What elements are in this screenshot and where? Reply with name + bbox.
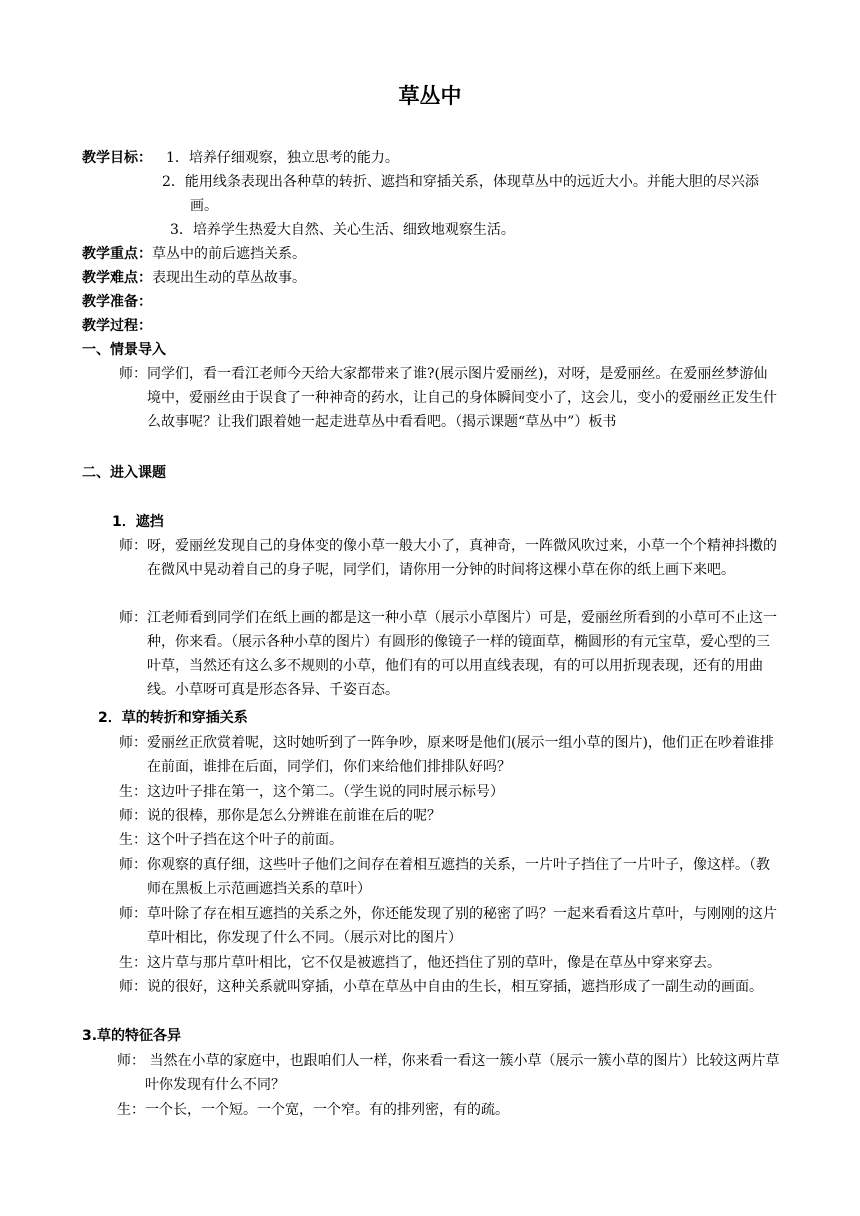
section2-heading: 二、进入课题 bbox=[82, 465, 166, 481]
section1-paragraph: 师：同学们，看一看江老师今天给大家都带来了谁?(展示图片爱丽丝)，对呀，是爱丽丝。在爱丽丝梦游仙境中，爱丽丝由于误食了一种神奇的药水，让自己的身体瞬间变小了，这会儿，变小的爱丽丝正发生什么故事呢？让我们跟着她一起走进草丛中看看吧。（揭示课题“草丛中”）板书 bbox=[119, 366, 777, 430]
objectives-label: 教学目标： bbox=[82, 150, 152, 166]
difficulty-label: 教学难点： bbox=[82, 270, 152, 286]
preparation-label: 教学准备： bbox=[82, 294, 152, 310]
turn-cross-paragraph-1: 师：爱丽丝正欣赏着呢，这时她听到了一阵争吵，原来呀是他们(展示一组小草的图片)，他们正在吵着谁排在前面，谁排在后面，同学们，你们来给他们排排队好吗？ bbox=[119, 735, 774, 775]
key-point-line bbox=[82, 242, 782, 266]
subsection-occlusion-heading: 1．遮挡 bbox=[112, 514, 164, 530]
turn-cross-paragraph-5: 师：你观察的真仔细，这些叶子他们之间存在着相互遮挡的关系，一片叶子挡住了一片叶子，像这样。（教师在黑板上示范画遮挡关系的草叶） bbox=[119, 857, 770, 897]
features-paragraph-2: 生：一个长，一个短。一个宽，一个窄。有的排列密，有的疏。 bbox=[117, 1102, 509, 1118]
occlusion-paragraph-1: 师：呀，爱丽丝发现自己的身体变的像小草一般大小了，真神奇，一阵微风吹过来，小草一个个精神抖擞的在微风中晃动着自己的身子呢，同学们，请你用一分钟的时间将这棵小草在你的纸上画下来吧。 bbox=[119, 538, 777, 578]
turn-cross-paragraph-4: 生：这个叶子挡在这个叶子的前面。 bbox=[119, 832, 343, 848]
page-title: 草丛中 bbox=[398, 84, 462, 108]
features-paragraph-1: 师： 当然在小草的家庭中，也跟咱们人一样，你来看一看这一簇小草（展示一簇小草的图片）比较这两片草叶你发现有什么不同？ bbox=[117, 1053, 780, 1093]
turn-cross-paragraph-8: 师：说的很好，这种关系就叫穿插，小草在草丛中自由的生长，相互穿插，遮挡形成了一副生动的画面。 bbox=[119, 979, 763, 995]
subsection-turn-cross-heading: 2．草的转折和穿插关系 bbox=[98, 710, 248, 726]
turn-cross-paragraph-3: 师：说的很棒，那你是怎么分辨谁在前谁在后的呢？ bbox=[119, 808, 441, 824]
occlusion-paragraph-2: 师：江老师看到同学们在纸上画的都是这一种小草（展示小草图片）可是，爱丽丝所看到的小草可不止这一种，你来看。（展示各种小草的图片）有圆形的像镜子一样的镜面草，椭圆形的有元宝草，爱心型的三叶草，当然还有这么多不规则的小草，他们有的可以用直线表现，有的可以用折现表现，还有的用曲线。小草呀可真是形态各异、千姿百态。 bbox=[119, 610, 777, 698]
process-label: 教学过程： bbox=[82, 318, 152, 334]
difficulty-text: 表现出生动的草丛故事。 bbox=[152, 270, 306, 286]
subsection-features-heading: 3.草的特征各异 bbox=[82, 1028, 182, 1044]
turn-cross-paragraph-2: 生：这边叶子排在第一，这个第二。（学生说的同时展示标号） bbox=[119, 784, 504, 800]
key-point-text: 草丛中的前后遮挡关系。 bbox=[152, 246, 306, 262]
objective-item-2: 2．能用线条表现出各种草的转折、遮挡和穿插关系，体现草丛中的远近大小。并能大胆的尽兴添画。 bbox=[162, 174, 759, 214]
difficulty-line bbox=[82, 266, 782, 290]
turn-cross-paragraph-7: 生：这片草与那片草叶相比，它不仅是被遮挡了，他还挡住了别的草叶，像是在草丛中穿来穿去。 bbox=[119, 955, 721, 971]
turn-cross-paragraph-6: 师：草叶除了存在相互遮挡的关系之外，你还能发现了别的秘密了吗？一起来看看这片草叶，与刚刚的这片草叶相比，你发现了什么不同。（展示对比的图片） bbox=[119, 906, 777, 946]
key-point-label: 教学重点： bbox=[82, 246, 152, 262]
section1-heading: 一、情景导入 bbox=[82, 342, 166, 358]
objective-item-1: 1．培养仔细观察，独立思考的能力。 bbox=[166, 150, 399, 166]
objective-item-3: 3．培养学生热爱大自然、关心生活、细致地观察生活。 bbox=[170, 222, 515, 238]
